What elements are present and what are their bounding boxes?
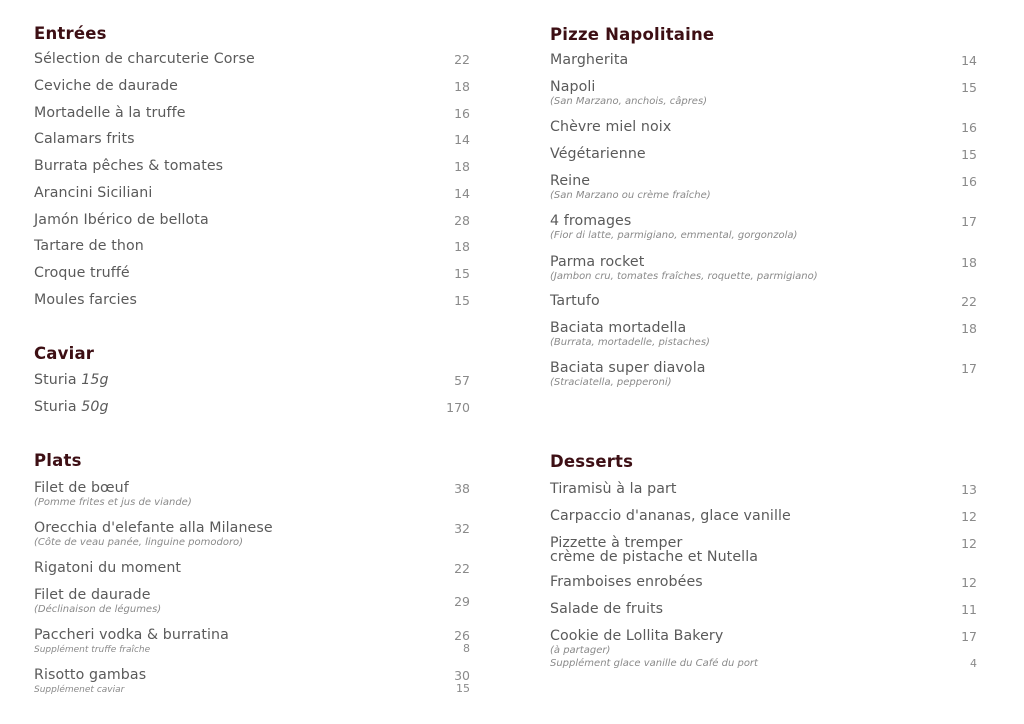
item-price: 26	[454, 628, 470, 643]
section-title-entrees: Entrées	[34, 24, 107, 43]
item-name	[34, 372, 109, 388]
item-supplement: Supplément glace vanille du Café du port	[550, 658, 758, 669]
item-name: Burrata pêches & tomates	[34, 158, 224, 174]
item-name: Paccheri vodka & burratina	[34, 627, 229, 643]
section-title-plats: Plats	[34, 451, 82, 470]
item-price: 170	[446, 400, 470, 415]
item-name: 4 fromages	[550, 213, 632, 229]
item-price: 15	[961, 80, 977, 95]
menu-item	[34, 667, 470, 693]
item-name: Tartufo	[550, 293, 600, 309]
item-name: Orecchia d'elefante alla Milanese	[34, 520, 273, 536]
item-description: (San Marzano ou crème fraîche)	[550, 190, 711, 201]
menu-item	[34, 480, 470, 506]
item-price: 12	[961, 575, 977, 590]
menu-item	[34, 560, 470, 586]
item-name: Ceviche de daurade	[34, 78, 179, 94]
item-price: 18	[454, 79, 470, 94]
item-price: 18	[454, 159, 470, 174]
item-name: Risotto gambas	[34, 667, 147, 683]
menu-item	[550, 481, 977, 507]
menu-item	[550, 52, 977, 78]
menu-item	[550, 293, 977, 319]
item-price: 22	[454, 561, 470, 576]
menu-item	[34, 292, 470, 318]
item-name	[34, 399, 109, 415]
item-supplement: Supplément truffe fraîche	[34, 645, 151, 655]
item-price: 22	[961, 294, 977, 309]
item-description: (Déclinaison de légumes)	[34, 604, 162, 615]
item-name: Cookie de Lollita Bakery	[550, 628, 724, 644]
menu-item	[34, 212, 470, 238]
item-name: Margherita	[550, 52, 629, 68]
item-price: 15	[454, 293, 470, 308]
item-name-line2: crème de pistache et Nutella	[550, 549, 759, 565]
item-name: Jamón Ibérico de bellota	[34, 212, 209, 228]
item-price: 29	[454, 594, 470, 609]
menu-item	[34, 131, 470, 157]
menu-item	[550, 360, 977, 386]
menu-item	[550, 213, 977, 239]
item-description: (San Marzano, anchois, câpres)	[550, 96, 708, 107]
item-description: (Burrata, mortadelle, pistaches)	[550, 337, 710, 348]
item-price: 14	[961, 53, 977, 68]
item-volume: 15g	[81, 372, 109, 388]
item-name: Carpaccio d'ananas, glace vanille	[550, 508, 791, 524]
item-price: 15	[454, 266, 470, 281]
menu-item	[34, 78, 470, 104]
menu-item	[550, 601, 977, 627]
item-name: Rigatoni du moment	[34, 560, 182, 576]
item-name-text: Sturia	[34, 399, 77, 415]
item-supplement: Supplémenet caviar	[34, 685, 125, 695]
item-price: 14	[454, 132, 470, 147]
item-name: Baciata super diavola	[550, 360, 706, 376]
menu-item	[34, 587, 470, 613]
item-name: Framboises enrobées	[550, 574, 703, 590]
menu-item	[34, 399, 470, 425]
item-name: Croque truffé	[34, 265, 130, 281]
item-description: (Côte de veau panée, linguine pomodoro)	[34, 537, 244, 548]
menu-item	[550, 574, 977, 600]
item-price: 38	[454, 481, 470, 496]
item-name-text: Sturia	[34, 372, 77, 388]
item-price: 30	[454, 668, 470, 683]
item-name: Mortadelle à la truffe	[34, 105, 186, 121]
item-description: (à partager)	[550, 645, 611, 656]
item-price: 11	[961, 602, 977, 617]
item-price: 18	[454, 239, 470, 254]
menu-item	[550, 79, 977, 105]
item-name: Filet de bœuf	[34, 480, 129, 496]
section-title-caviar: Caviar	[34, 344, 95, 363]
item-price: 17	[961, 629, 977, 644]
item-price: 18	[961, 255, 977, 270]
item-price: 13	[961, 482, 977, 497]
item-price: 16	[961, 174, 977, 189]
item-name: Reine	[550, 173, 591, 189]
item-volume: 50g	[81, 399, 109, 415]
menu-item	[550, 535, 977, 565]
item-name: Sélection de charcuterie Corse	[34, 51, 255, 67]
menu-item	[550, 320, 977, 346]
menu-item	[34, 520, 470, 546]
menu-item	[34, 185, 470, 211]
section-title-pizze: Pizze Napolitaine	[550, 25, 715, 44]
menu-item	[34, 627, 470, 653]
item-supplement-price: 4	[970, 657, 977, 670]
item-price: 28	[454, 213, 470, 228]
item-name: Moules farcies	[34, 292, 137, 308]
item-name: Napoli	[550, 79, 596, 95]
item-name: Tartare de thon	[34, 238, 144, 254]
item-name: Parma rocket	[550, 254, 645, 270]
item-price: 17	[961, 361, 977, 376]
section-title-desserts: Desserts	[550, 452, 634, 471]
item-price: 17	[961, 214, 977, 229]
item-price: 12	[961, 536, 977, 551]
item-price: 12	[961, 509, 977, 524]
item-price: 15	[961, 147, 977, 162]
item-price: 22	[454, 52, 470, 67]
menu-item	[550, 146, 977, 172]
item-name: Calamars frits	[34, 131, 135, 147]
menu-item	[34, 265, 470, 291]
menu-item	[34, 238, 470, 264]
menu-item	[550, 173, 977, 199]
item-price: 57	[454, 373, 470, 388]
item-name: Filet de daurade	[34, 587, 151, 603]
menu-item	[550, 119, 977, 145]
item-description: (Straciatella, pepperoni)	[550, 377, 672, 388]
item-price: 14	[454, 186, 470, 201]
item-name: Baciata mortadella	[550, 320, 687, 336]
item-description: (Pomme frites et jus de viande)	[34, 497, 192, 508]
menu-item	[34, 105, 470, 131]
item-price: 16	[454, 106, 470, 121]
item-supplement-price: 8	[463, 642, 470, 655]
menu-item	[550, 254, 977, 280]
item-name: Arancini Siciliani	[34, 185, 153, 201]
menu-item	[34, 158, 470, 184]
item-price: 18	[961, 321, 977, 336]
item-price: 32	[454, 521, 470, 536]
item-description: (Fior di latte, parmigiano, emmental, gorgonzola)	[550, 230, 798, 241]
menu-item	[34, 372, 470, 398]
item-name: Chèvre miel noix	[550, 119, 672, 135]
item-price: 16	[961, 120, 977, 135]
menu-item	[550, 628, 977, 670]
menu-item	[550, 508, 977, 534]
item-name: Salade de fruits	[550, 601, 664, 617]
item-name: Pizzette à tremper	[550, 535, 683, 551]
item-description: (Jambon cru, tomates fraîches, roquette, parmigiano)	[550, 271, 818, 282]
item-supplement-price: 15	[456, 682, 470, 695]
item-name: Tiramisù à la part	[550, 481, 677, 497]
item-name: Végétarienne	[550, 146, 646, 162]
menu-item	[34, 51, 470, 77]
